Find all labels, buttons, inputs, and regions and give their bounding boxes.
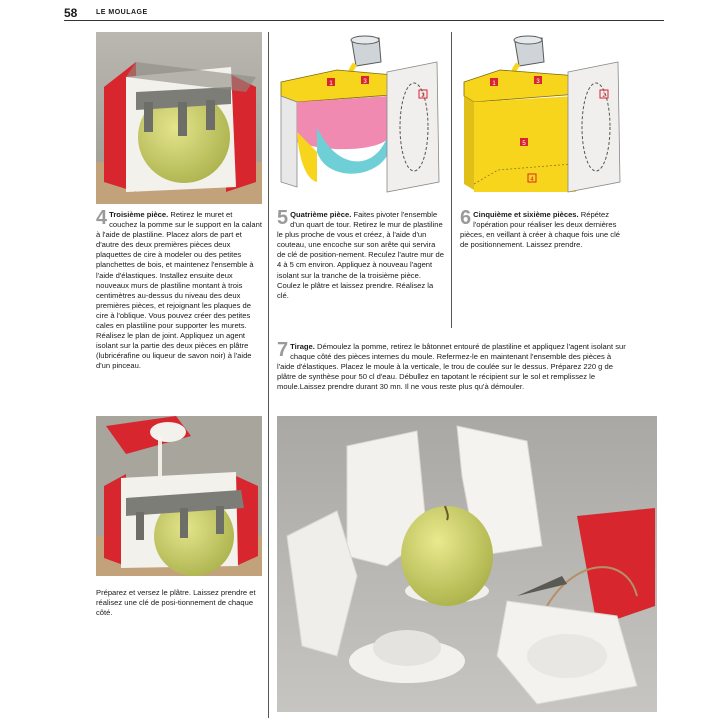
step-7 <box>277 339 627 392</box>
page-header <box>64 6 664 20</box>
diagram6-label-2: 2 <box>602 93 606 99</box>
diagram6-label-5: 5 <box>522 141 526 147</box>
caption-pour-text: Préparez et versez le plâtre. Laissez prendre et réalisez une clé de posi-tionnement de chaque côté. <box>96 588 256 618</box>
photo-pouring-plaster <box>96 416 262 576</box>
diagram5-label-2: 2 <box>421 93 425 99</box>
caption-pour-plaster <box>96 588 262 618</box>
column-divider-left <box>268 32 269 718</box>
diagram6-label-1: 1 <box>492 81 496 87</box>
step-6-number: 6 <box>460 207 472 229</box>
step-7-number: 7 <box>277 339 289 361</box>
step-5-text: Faites pivoter l'ensemble d'un quart de tour. Retirez le mur de plastiline le plus proche de vous et créez, à l'aide d'un couteau, une encoche sur son arête qui servira de clé de position-nement. Reculez l'autre mur de 4 à 5 cm environ. Appliquez à nouveau l'agent isolant sur la tranche de la troisième pièce. Coulez le plâtre et laissez prendre. Réalisez la clé. <box>277 210 444 300</box>
diagram5-label-1: 1 <box>329 81 333 87</box>
photo-step4-mold-setup <box>96 32 262 204</box>
step-6-text: Répétez l'opération pour réaliser les deux dernières pièces, en veillant à créer à chaque fois une clé de positionnement. Laissez prendre. <box>460 210 620 250</box>
step-5-number: 5 <box>277 207 289 229</box>
diagram-step5-fourth-piece <box>277 32 445 204</box>
step-4 <box>96 207 262 372</box>
step-4-number: 4 <box>96 207 108 229</box>
diagram-step6-fifth-sixth-pieces <box>460 32 628 204</box>
running-title: LE MOULAGE <box>96 9 148 16</box>
page-number: 58 <box>64 6 78 20</box>
diagram6-label-4: 4 <box>530 177 534 183</box>
step-7-title: Tirage. <box>290 342 315 351</box>
step-5-title: Quatrième pièce. <box>290 210 352 219</box>
diagram5-label-3: 3 <box>363 79 367 85</box>
photo-final-mold-pieces <box>277 416 657 712</box>
step-4-title: Troisième pièce. <box>109 210 169 219</box>
step-4-text: Retirez le muret et couchez la pomme sur le support en la calant à l'aide de plastiline. Placez alors de part et d'autre des deux premières pièces deux plaquettes de cire à modeler ou des petites planchettes de bois, et maintenez l'ensemble à l'aide d'élastiques. Installez ensuite deux nouveaux murs de plastiline montant à trois centimètres au-dessus du niveau des deux premières pièces, et rejoignant les plaques de cire à l'oblique. Vous pouvez créer des petites cales en plastiline pour supporter les murets. Réalisez le plan de joint. Appliquez un agent isolant sur la partie des deux pièces en plâtre (lubricérafine ou liqueur de savon noir) à l'aide d'un pinceau. <box>96 210 262 371</box>
step-7-text: Démoulez la pomme, retirez le bâtonnet entouré de plastiline et appliquez l'agent isolant sur chaque côté des pièces internes du moule. Refermez-le en maintenant l'ensemble des pièces à l'aide d'élastiques. Placez le moule à la verticale, le trou de coulée sur le dessus. Préparez 220 g de plâtre de synthèse pour 50 cl d'eau. Débullez en tapotant le récipient sur le sol et remplissez le moule.Laissez prendre durant 30 mn. Il ne vous reste plus qu'à démouler. <box>277 342 626 392</box>
column-divider-right <box>451 32 452 328</box>
step-6 <box>460 207 628 250</box>
step-6-title: Cinquième et sixième pièces. <box>473 210 579 219</box>
step-5 <box>277 207 445 301</box>
diagram6-label-3: 3 <box>536 79 540 85</box>
header-rule <box>64 20 664 21</box>
